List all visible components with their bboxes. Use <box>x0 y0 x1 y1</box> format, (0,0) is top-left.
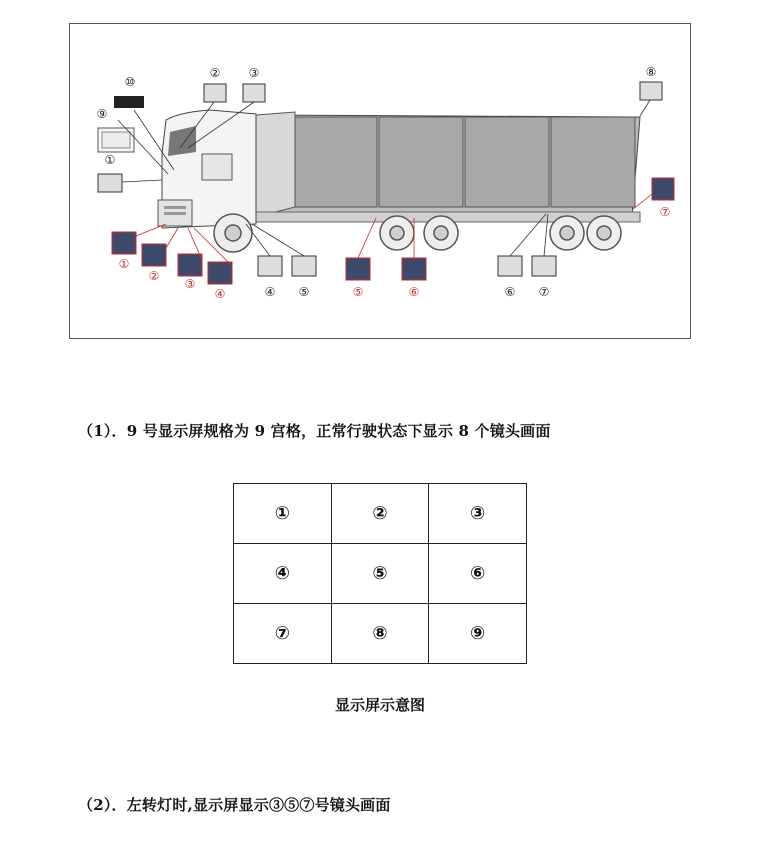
callout-5: ⑤ <box>298 285 310 299</box>
grid-cell: ③ <box>429 484 527 544</box>
dvr-recorder-icon <box>114 96 144 108</box>
grid-cell: ⑤ <box>331 544 429 604</box>
callout-3: ③ <box>248 66 260 80</box>
grid-cell: ④ <box>234 544 332 604</box>
grid-cell: ⑧ <box>331 604 429 664</box>
callout-red-5: ⑤ <box>352 285 364 299</box>
callout-1: ① <box>104 153 116 167</box>
display-grid <box>233 483 527 664</box>
section2-heading: （2）．左转灯时,显示屏显示③⑤⑦号镜头画面 <box>78 796 391 814</box>
callout-red-1: ① <box>118 257 130 271</box>
callout-4: ④ <box>264 285 276 299</box>
callout-red-3: ③ <box>184 277 196 291</box>
truck-icon <box>70 24 690 338</box>
grid-cell: ⑨ <box>429 604 527 664</box>
grid-cell: ① <box>234 484 332 544</box>
callout-red-4: ④ <box>214 287 226 301</box>
callout-2: ② <box>209 66 221 80</box>
callout-red-6: ⑥ <box>408 285 420 299</box>
callout-8: ⑧ <box>645 65 657 79</box>
grid-cell: ⑦ <box>234 604 332 664</box>
callout-6: ⑥ <box>504 285 516 299</box>
grid-caption: 显示屏示意图 <box>334 696 425 714</box>
callout-9: ⑨ <box>96 107 108 121</box>
section1-heading: （1）．9 号显示屏规格为 9 宫格，正常行驶状态下显示 8 个镜头画面 <box>78 422 551 440</box>
callout-7: ⑦ <box>538 285 550 299</box>
grid-cell: ② <box>331 484 429 544</box>
grid-cell: ⑥ <box>429 544 527 604</box>
callout-red-2: ② <box>148 269 160 283</box>
callout-10: ⑩ <box>124 75 136 89</box>
truck-camera-diagram <box>69 23 691 339</box>
callout-red-7: ⑦ <box>659 205 671 219</box>
